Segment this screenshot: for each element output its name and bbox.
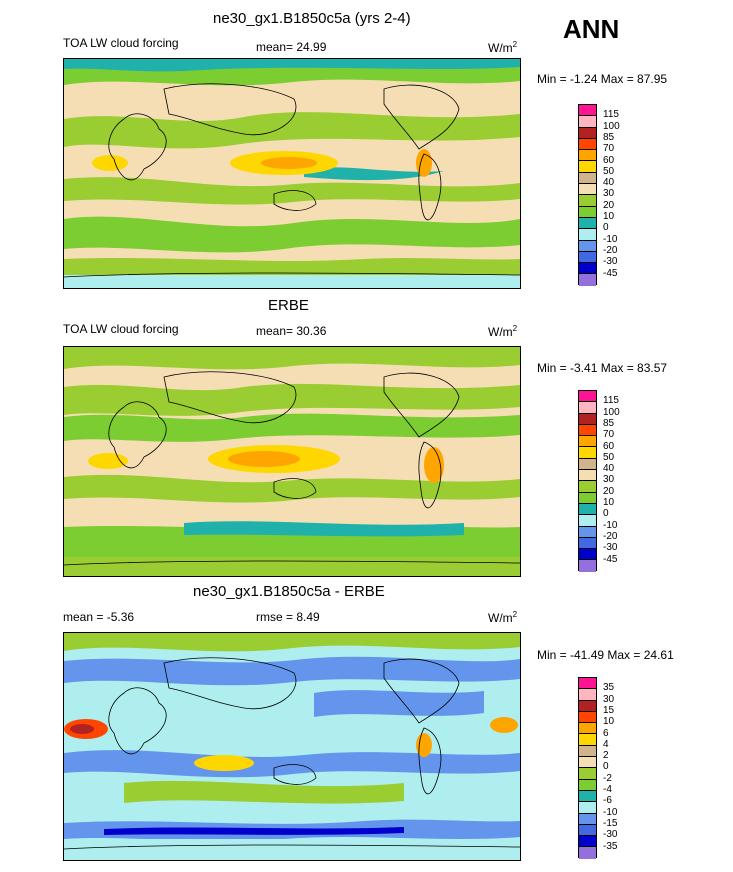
panel-3-units: $W/m^2$ [488,610,518,625]
colorbar-2-swatch [579,493,596,504]
colorbar-1-label: -45 [603,267,618,279]
colorbar-2-label: -30 [603,542,618,554]
colorbar-2-label: -20 [603,530,618,542]
panel-1-title: ne30_gx1.B1850c5a (yrs 2-4) [213,10,411,27]
colorbar-1-swatch [579,139,596,150]
colorbar-3-swatch [579,701,596,712]
colorbar-3-swatch [579,678,596,689]
colorbar-2-label: 40 [603,463,615,475]
colorbar-3-label: -2 [603,772,612,784]
panel-2-title: ERBE [268,297,309,314]
colorbar-3-label: 4 [603,738,609,750]
panel-3-map [63,632,521,861]
panel-2-variable-label: TOA LW cloud forcing [63,322,179,336]
colorbar-2-label: 20 [603,485,615,497]
colorbar-3-swatch [579,712,596,723]
panel-3-colorbar [578,677,597,858]
colorbar-1-label: -20 [603,244,618,256]
colorbar-1-label: 60 [603,154,615,166]
panel-3-rmse: rmse = 8.49 [256,610,320,624]
colorbar-1-swatch [579,252,596,263]
colorbar-2-label: -45 [603,553,618,565]
colorbar-1-label: 40 [603,177,615,189]
colorbar-2-swatch [579,391,596,402]
panel-2-map [63,346,521,577]
colorbar-3-label: 10 [603,716,615,728]
colorbar-2-swatch [579,527,596,538]
panel-1-colorbar [578,104,597,285]
colorbar-2-swatch [579,447,596,458]
colorbar-2-label: 10 [603,497,615,508]
panel-2-minmax: Min = -3.41 Max = 83.57 [537,361,668,375]
colorbar-1-swatch [579,218,596,229]
colorbar-3-swatch [579,836,596,847]
colorbar-1-swatch [579,116,596,127]
colorbar-3-swatch [579,757,596,768]
colorbar-3-label: 2 [603,750,609,762]
colorbar-2-label: 100 [603,406,620,418]
colorbar-2-swatch [579,549,596,560]
colorbar-1-swatch [579,195,596,206]
colorbar-1-label: 85 [603,131,615,143]
colorbar-3-swatch [579,780,596,791]
colorbar-3-label: -35 [603,840,618,852]
colorbar-2-label: 60 [603,440,615,452]
colorbar-3-swatch [579,802,596,813]
colorbar-2-label: -10 [603,519,618,531]
colorbar-1-label: 10 [603,211,615,222]
panel-2-units: $W/m^2$ [488,324,518,339]
colorbar-2-swatch [579,436,596,447]
colorbar-1-label: 0 [603,222,609,234]
colorbar-3-label: -10 [603,806,618,818]
colorbar-3-label: -4 [603,784,612,795]
colorbar-1-swatch [579,105,596,116]
panel-1-variable-label: TOA LW cloud forcing [63,36,179,50]
colorbar-2-swatch [579,538,596,549]
colorbar-1-label: 50 [603,165,615,177]
panel-2-mean: mean= 30.36 [256,324,327,338]
colorbar-3-label: 0 [603,761,609,773]
colorbar-2-swatch [579,459,596,470]
colorbar-2-swatch [579,481,596,492]
colorbar-1-swatch [579,274,596,285]
colorbar-2-label: 70 [603,429,615,441]
colorbar-3-swatch [579,734,596,745]
panel-1-map [63,58,521,289]
colorbar-2-label: 115 [603,395,619,407]
panel-1-minmax: Min = -1.24 Max = 87.95 [537,72,668,86]
colorbar-2-label: 85 [603,417,615,429]
colorbar-3-swatch [579,847,596,858]
colorbar-1-swatch [579,207,596,218]
colorbar-1-swatch [579,161,596,172]
colorbar-1-swatch [579,184,596,195]
colorbar-1-swatch [579,263,596,274]
colorbar-3-swatch [579,825,596,836]
colorbar-1-swatch [579,150,596,161]
colorbar-3-label: 15 [603,704,615,716]
panel-3-minmax: Min = -41.49 Max = 24.61 [537,648,674,662]
colorbar-3-swatch [579,746,596,757]
colorbar-1-label: -30 [603,256,618,268]
colorbar-1-label: 30 [603,188,615,200]
colorbar-2-swatch [579,402,596,413]
colorbar-2-swatch [579,504,596,515]
colorbar-1-swatch [579,128,596,139]
colorbar-2-swatch [579,470,596,481]
colorbar-2-label: 0 [603,508,609,520]
colorbar-2-label: 30 [603,474,615,486]
panel-3-map-svg [64,633,520,860]
colorbar-3-swatch [579,723,596,734]
colorbar-2-swatch [579,560,596,571]
colorbar-3-swatch [579,814,596,825]
colorbar-1-label: 70 [603,143,615,155]
colorbar-2-swatch [579,414,596,425]
colorbar-1-label: 115 [603,109,619,121]
colorbar-3-label: 35 [603,682,615,694]
panel-2-colorbar [578,390,597,571]
colorbar-3-label: -15 [603,817,618,829]
colorbar-3-label: -30 [603,829,618,841]
colorbar-3-swatch [579,791,596,802]
colorbar-1-swatch [579,173,596,184]
panel-2-map-svg [64,347,520,576]
colorbar-2-swatch [579,425,596,436]
colorbar-3-label: 6 [603,727,609,739]
panel-1-map-svg [64,59,520,288]
colorbar-2-label: 50 [603,451,615,463]
panel-3-title: ne30_gx1.B1850c5a - ERBE [193,583,385,600]
panel-1-units: $W/m^2$ [488,40,518,55]
panel-3-mean: mean = -5.36 [63,610,135,624]
season-label: ANN [563,14,620,44]
colorbar-1-label: 20 [603,199,615,211]
colorbar-1-swatch [579,241,596,252]
colorbar-1-label: -10 [603,233,618,245]
colorbar-3-label: 30 [603,693,615,705]
panel-1-mean: mean= 24.99 [256,40,327,54]
colorbar-1-label: 100 [603,120,620,132]
colorbar-3-swatch [579,768,596,779]
colorbar-1-swatch [579,229,596,240]
colorbar-3-swatch [579,689,596,700]
colorbar-3-label: -6 [603,795,612,807]
colorbar-2-swatch [579,515,596,526]
